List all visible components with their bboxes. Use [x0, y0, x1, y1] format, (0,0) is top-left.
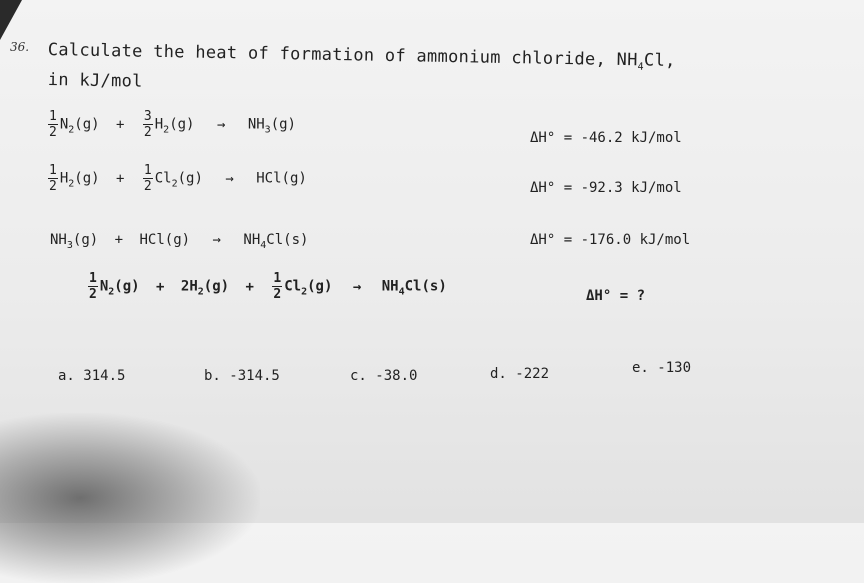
- answer-b[interactable]: b. -314.5: [204, 368, 280, 384]
- answer-d[interactable]: d. -222: [490, 366, 550, 382]
- reaction-3-enthalpy: ΔH° = -176.0 kJ/mol: [530, 232, 691, 248]
- answer-e[interactable]: e. -130: [632, 360, 692, 376]
- coefficient: $\frac{3}{2}$: [143, 109, 152, 140]
- coefficient: $\frac{1}{2}$: [143, 163, 152, 194]
- reaction-1-enthalpy: ΔH° = -46.2 kJ/mol: [530, 130, 682, 146]
- target-enthalpy: ΔH° = ?: [586, 288, 646, 304]
- reaction-2-enthalpy: ΔH° = -92.3 kJ/mol: [530, 180, 682, 196]
- answer-c[interactable]: c. -38.0: [350, 368, 418, 384]
- reaction-1: $\frac{1}{2}$ $N_2(g)$ + $\frac{3}{2}$ $H_2(g) \to NH_3(g)$: [49, 109, 296, 140]
- question-units: in kJ/mol: [47, 70, 143, 92]
- coefficient: $\frac{1}{2}$: [49, 163, 57, 194]
- reaction-3: $NH_3(g) + HCl(g) \to NH_4Cl(s)$: [50, 232, 309, 251]
- answer-a[interactable]: a. 314.5: [58, 368, 126, 384]
- coefficient: $\frac{1}{2}$: [49, 109, 57, 140]
- reaction-2: $\frac{1}{2}$ $H_2(g)$ + $\frac{1}{2}$ $Cl_2(g) \to HCl(g)$: [49, 163, 307, 194]
- coefficient: $\frac{1}{2}$: [89, 271, 97, 302]
- target-reaction: $\frac{1}{2}$ $N_2(g) + 2H_2(g)$ + $\frac{1}{2}$ $Cl_2(g) \to NH_4Cl(s)$: [89, 271, 447, 302]
- coefficient: $\frac{1}{2}$: [273, 271, 282, 302]
- question-number: 36.: [10, 40, 30, 54]
- question-title: Calculate the heat of formation of ammonium chloride, $NH_4Cl$,: [47, 40, 676, 73]
